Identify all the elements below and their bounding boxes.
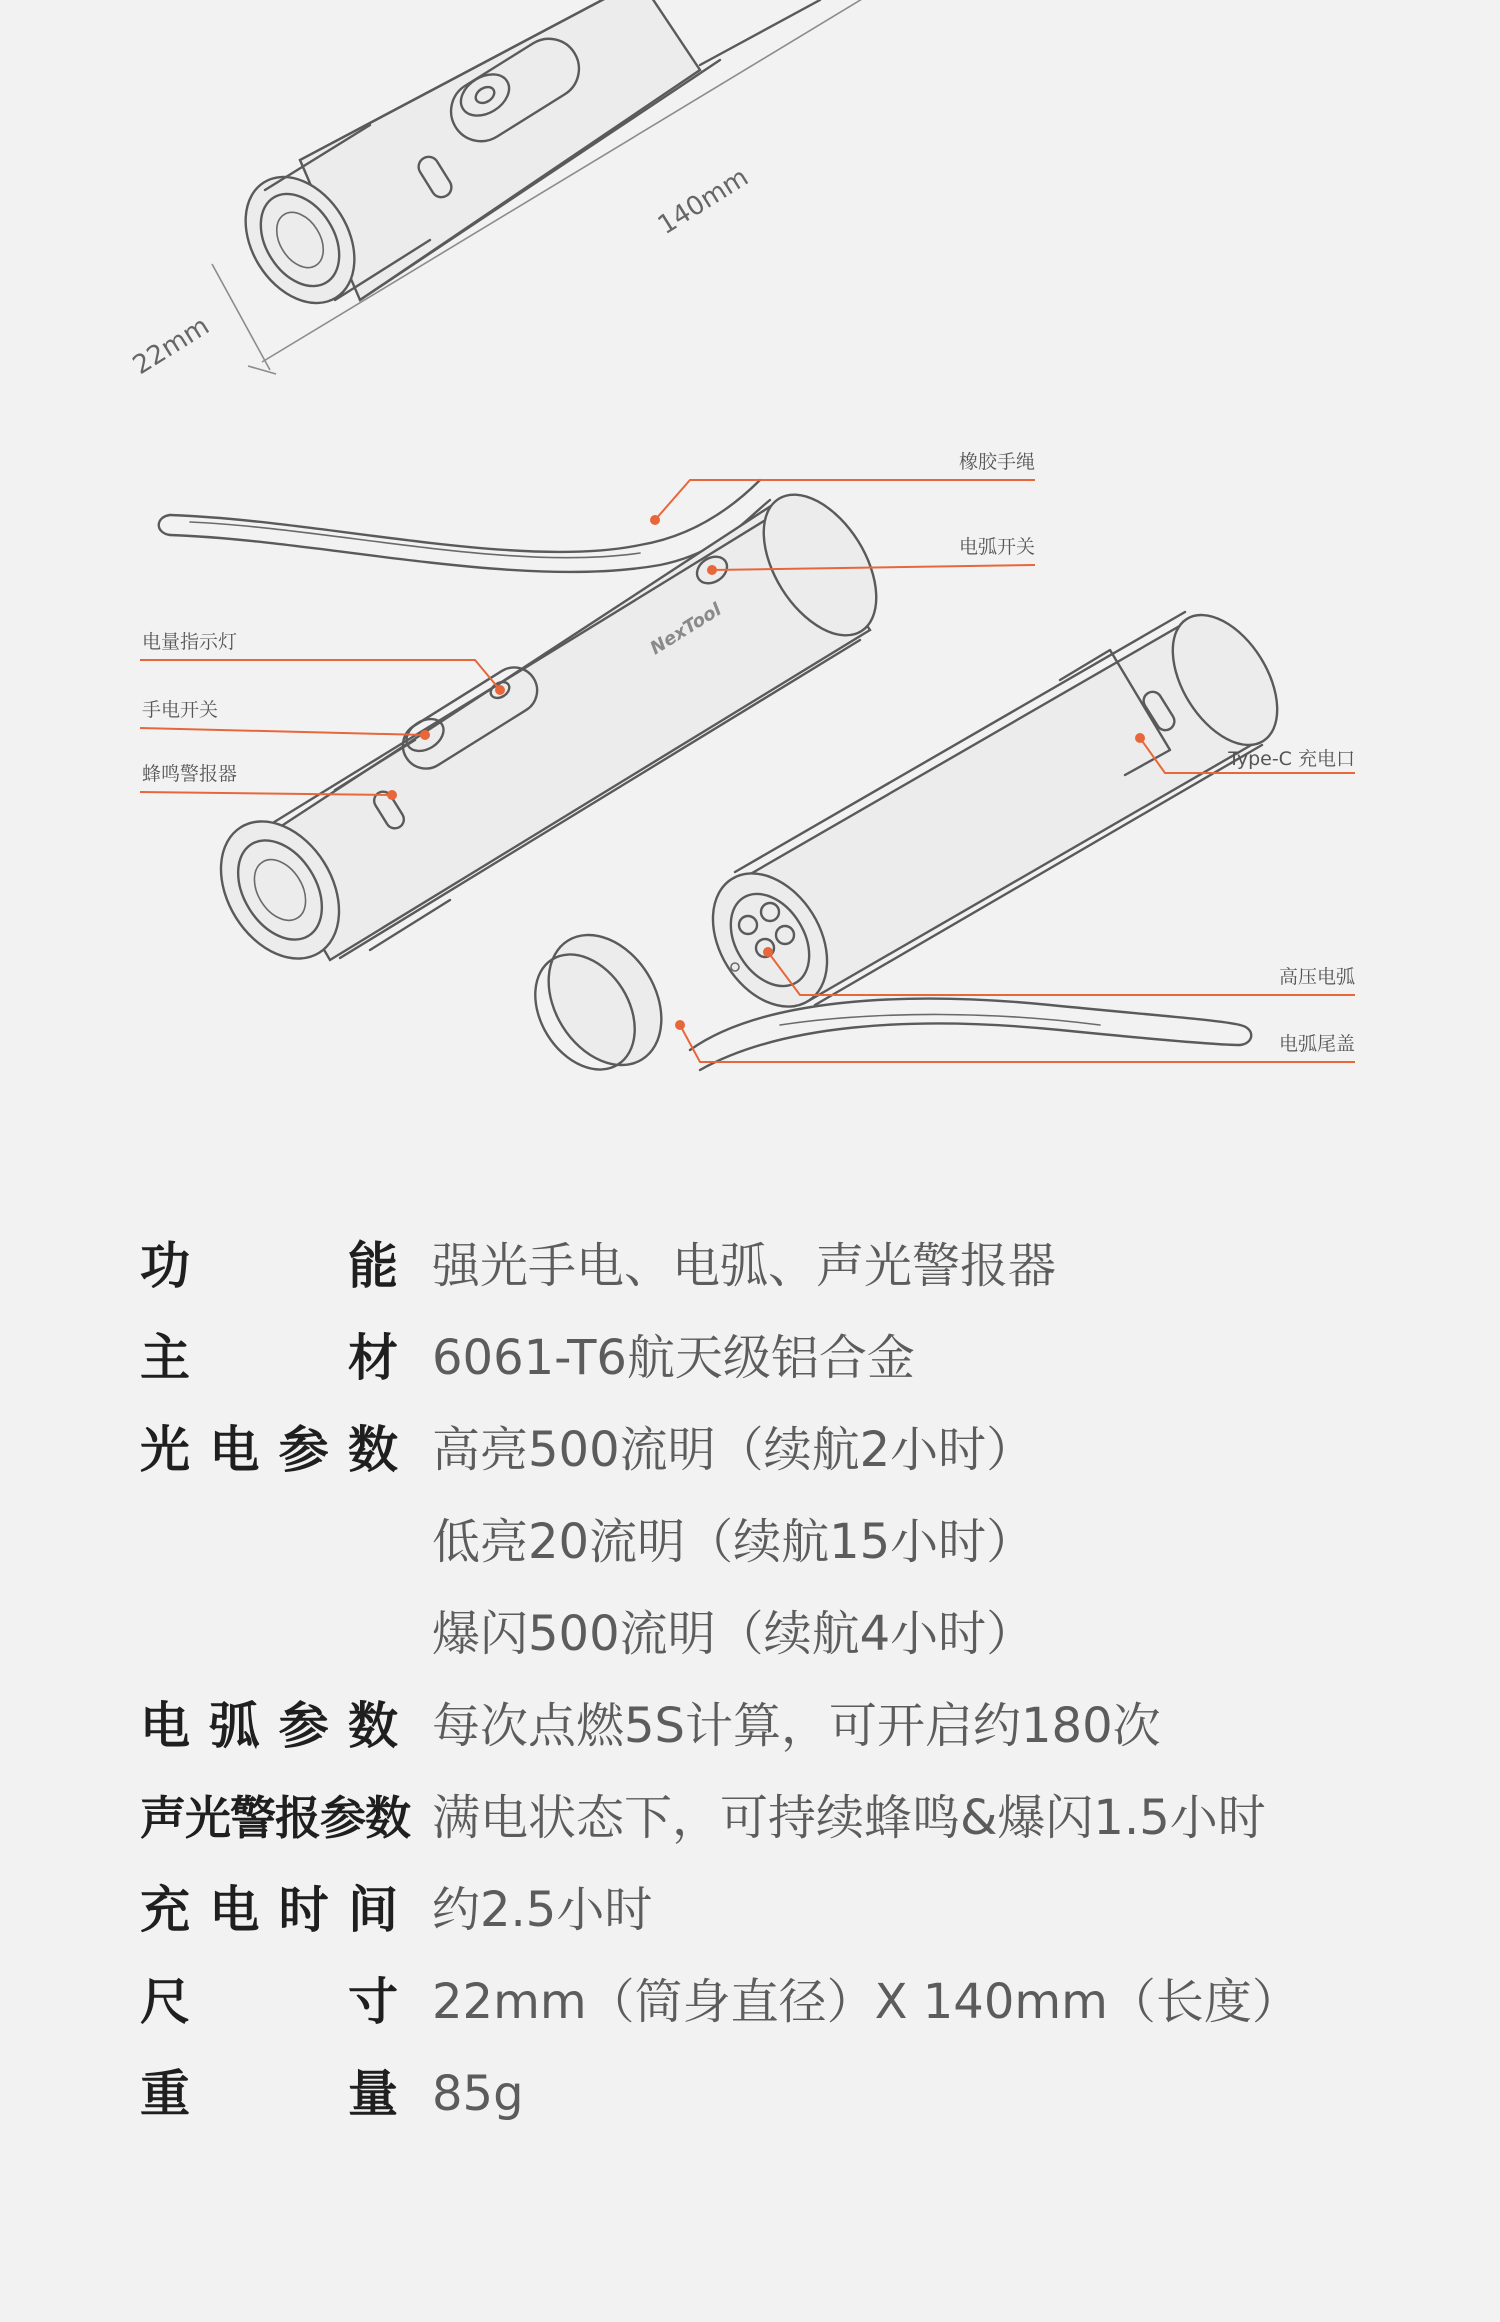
spec-row-material: [140, 1312, 1440, 1404]
brand-logo: NexTool: [646, 599, 726, 660]
spec-label: 尺寸: [140, 1973, 398, 2031]
callout-arc-tail-cap: 电弧尾盖: [1278, 1033, 1355, 1055]
spec-value: 85g: [432, 2066, 524, 2122]
callout-battery-indicator: 电量指示灯: [142, 631, 238, 653]
callout-high-voltage-arc: 高压电弧: [1278, 966, 1355, 988]
spec-value: 爆闪500流明（续航4小时）: [432, 1606, 1035, 1662]
callout-arc-switch: 电弧开关: [958, 536, 1035, 558]
spec-label: 充电时间: [140, 1881, 398, 1939]
callout-rubber-strap: 橡胶手绳: [958, 451, 1035, 473]
spec-value: 强光手电、电弧、声光警报器: [432, 1238, 1057, 1294]
spec-value: 6061-T6航天级铝合金: [432, 1330, 915, 1386]
spec-row-size: [140, 1956, 1440, 2048]
spec-label: 电弧参数: [140, 1697, 398, 1755]
spec-label: 光电参数: [140, 1421, 398, 1479]
spec-row-optical: [140, 1404, 1440, 1680]
spec-label: 重量: [140, 2065, 398, 2123]
spec-label: 主材: [140, 1329, 398, 1387]
callout-flashlight-switch: 手电开关: [142, 699, 219, 721]
callout-typec-port: Type-C 充电口: [1228, 748, 1355, 770]
spec-label: 功能: [140, 1237, 398, 1295]
dimension-diameter-label: 22mm: [127, 311, 215, 381]
spec-value: 22mm（筒身直径）X 140mm（长度）: [432, 1974, 1300, 2030]
dimension-drawing: [212, 0, 910, 374]
product-illustration: [0, 0, 1500, 1120]
spec-row-alarm: [140, 1772, 1440, 1864]
spec-row-function: [140, 1220, 1440, 1312]
dimension-length-label: 140mm: [652, 162, 754, 241]
callout-buzzer-alarm: 蜂鸣警报器: [142, 763, 238, 785]
spec-value: 每次点燃5S计算，可开启约180次: [432, 1698, 1161, 1754]
spec-table: [140, 1220, 1440, 2140]
spec-value: 约2.5小时: [432, 1882, 653, 1938]
spec-value: 高亮500流明（续航2小时）: [432, 1422, 1035, 1478]
spec-label: 声光警报参数: [140, 1791, 410, 1845]
spec-value: 满电状态下，可持续蜂鸣&爆闪1.5小时: [432, 1790, 1266, 1846]
spec-row-weight: [140, 2048, 1440, 2140]
spec-row-charging: [140, 1864, 1440, 1956]
spec-value: 低亮20流明（续航15小时）: [432, 1514, 1035, 1570]
spec-row-arc: [140, 1680, 1440, 1772]
